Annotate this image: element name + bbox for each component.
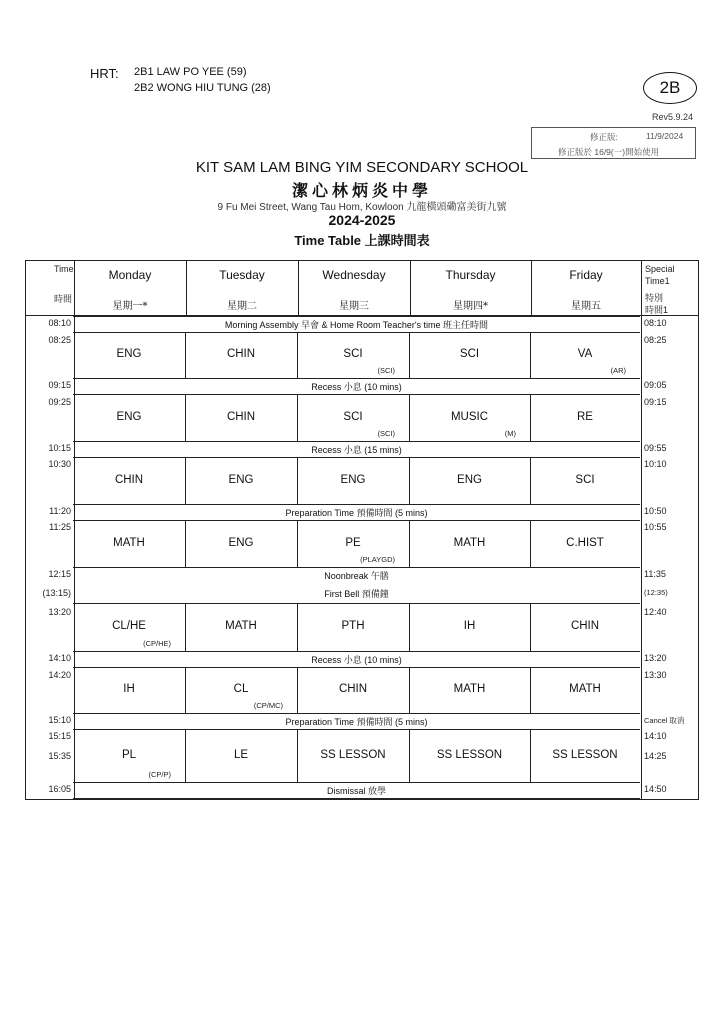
day-friday-zh: 星期五 bbox=[571, 301, 601, 312]
grid-line bbox=[73, 603, 640, 604]
period-cell: SCI bbox=[459, 348, 480, 360]
day-friday: Friday bbox=[569, 268, 603, 282]
time-left: 14:20 bbox=[48, 670, 71, 680]
room-note: (M) bbox=[504, 429, 516, 438]
school-name-en: KIT SAM LAM BING YIM SECONDARY SCHOOL bbox=[195, 159, 529, 176]
time-left: 10:30 bbox=[48, 459, 71, 469]
time-right: 14:50 bbox=[644, 784, 667, 794]
grid-line bbox=[73, 441, 640, 442]
time-left: 09:25 bbox=[48, 397, 71, 407]
hrt-teacher-1: 2B1 LAW PO YEE (59) bbox=[134, 66, 247, 78]
period-cell: CL bbox=[233, 683, 249, 695]
time-right: 10:10 bbox=[644, 459, 667, 469]
special-header-zh-2: 時間1 bbox=[645, 305, 669, 315]
room-note: (CP/MC) bbox=[253, 701, 283, 710]
special-header-zh: 特別 bbox=[645, 293, 664, 303]
period-cell: CL/HE bbox=[112, 620, 146, 632]
grid-line bbox=[73, 713, 640, 714]
time-left: 12:15 bbox=[48, 569, 71, 579]
special-header: Special bbox=[645, 264, 675, 274]
time-right: 08:10 bbox=[644, 318, 667, 328]
time-right: 10:55 bbox=[644, 522, 667, 532]
time-header-zh: 時間 bbox=[54, 294, 73, 304]
period-cell: SCI bbox=[343, 410, 363, 423]
band-firstbell: First Bell 預備鐘 bbox=[324, 589, 389, 599]
time-right: 08:25 bbox=[644, 335, 667, 345]
period-cell: ENG bbox=[228, 473, 254, 486]
time-right: 09:15 bbox=[644, 397, 667, 407]
revision-box-effective: 修正版於 16/9(一)開始使用 bbox=[558, 147, 660, 157]
day-monday: Monday bbox=[108, 268, 152, 282]
time-right: (12:35) bbox=[644, 588, 668, 597]
period-cell: MATH bbox=[453, 536, 486, 549]
room-note: (SCI) bbox=[377, 366, 395, 375]
special-header-2: Time1 bbox=[645, 276, 670, 286]
day-wednesday: Wednesday bbox=[322, 268, 386, 282]
grid-line bbox=[73, 667, 640, 668]
period-cell: ENG bbox=[116, 410, 142, 423]
period-cell: MATH bbox=[569, 683, 601, 695]
room-note: (CP/HE) bbox=[143, 639, 171, 648]
time-right: 14:25 bbox=[644, 751, 667, 761]
period-cell: C.HIST bbox=[566, 536, 604, 549]
room-note: (CP/P) bbox=[148, 770, 171, 779]
grid-line bbox=[73, 332, 640, 333]
grid-line bbox=[641, 261, 642, 799]
band-noon: Noonbreak 午膳 bbox=[324, 571, 389, 581]
time-left: 16:05 bbox=[48, 784, 71, 794]
revision-box-date: 11/9/2024 bbox=[646, 131, 684, 141]
time-left: 10:15 bbox=[48, 443, 71, 453]
period-cell: CHIN bbox=[338, 683, 368, 695]
period-cell: SCI bbox=[575, 473, 595, 486]
school-name-zh: 潔心林炳炎中學 bbox=[291, 181, 432, 200]
time-left: 15:10 bbox=[48, 715, 71, 725]
grid-line bbox=[73, 316, 640, 317]
grid-line bbox=[73, 457, 640, 458]
period-cell: PL bbox=[121, 748, 137, 761]
time-left: 08:25 bbox=[48, 335, 71, 345]
period-cell: PE bbox=[345, 536, 361, 549]
room-note: (AR) bbox=[610, 366, 626, 375]
period-cell: SS LESSON bbox=[320, 748, 386, 761]
period-cell: CHIN bbox=[226, 410, 256, 423]
time-right: 14:10 bbox=[644, 731, 667, 741]
time-left: 15:35 bbox=[48, 751, 71, 761]
band-recess1: Recess 小息 (10 mins) bbox=[311, 382, 402, 392]
grid-line bbox=[73, 651, 640, 652]
band-assembly: Morning Assembly 早會 & Home Room Teacher's time 班主任時間 bbox=[224, 320, 489, 330]
grid-line bbox=[73, 394, 640, 395]
time-right: 12:40 bbox=[644, 607, 667, 617]
time-right: 13:20 bbox=[644, 653, 667, 663]
time-right: 09:05 bbox=[644, 380, 667, 390]
time-header: Time bbox=[54, 264, 74, 274]
band-recess3: Recess 小息 (10 mins) bbox=[311, 655, 402, 665]
time-right: 13:30 bbox=[644, 670, 667, 680]
period-cell: RE bbox=[577, 410, 593, 423]
school-year: 2024-2025 bbox=[328, 212, 396, 228]
hrt-label: HRT: bbox=[90, 66, 119, 81]
revision-label: Rev5.9.24 bbox=[651, 112, 693, 122]
period-cell: ENG bbox=[457, 473, 482, 486]
period-cell: ENG bbox=[228, 536, 254, 549]
period-cell: SS LESSON bbox=[436, 748, 503, 761]
time-left: 11:25 bbox=[49, 522, 71, 532]
band-dismissal: Dismissal 放學 bbox=[326, 786, 386, 796]
band-prep2: Preparation Time 預備時間 (5 mins) bbox=[285, 717, 428, 727]
grid-line bbox=[73, 729, 640, 730]
time-left: 15:15 bbox=[48, 731, 71, 741]
period-cell: MUSIC bbox=[450, 410, 489, 423]
time-right: 11:35 bbox=[644, 569, 666, 579]
school-address: 9 Fu Mei Street, Wang Tau Hom, Kowloon 九龍橫頭磡富美街九號 bbox=[217, 202, 507, 213]
day-wednesday-zh: 星期三 bbox=[339, 301, 369, 312]
grid-line bbox=[73, 567, 640, 568]
time-left: 14:10 bbox=[48, 653, 71, 663]
time-right: Cancel 取消 bbox=[644, 716, 685, 725]
period-cell: CHIN bbox=[226, 348, 256, 360]
period-cell: LE bbox=[233, 748, 249, 761]
grid-line bbox=[73, 798, 640, 799]
revision-box-label: 修正版: bbox=[590, 132, 618, 142]
day-thursday-zh: 星期四* bbox=[453, 301, 488, 312]
time-right: 10:50 bbox=[644, 506, 667, 516]
time-left: 09:15 bbox=[48, 380, 71, 390]
time-left: 08:10 bbox=[48, 318, 71, 328]
period-cell: VA bbox=[577, 348, 593, 360]
time-right: 09:55 bbox=[644, 443, 667, 453]
band-recess2: Recess 小息 (15 mins) bbox=[311, 445, 402, 455]
class-badge: 2B bbox=[643, 72, 697, 104]
grid-line bbox=[73, 520, 640, 521]
period-cell: MATH bbox=[453, 683, 486, 695]
band-prep1: Preparation Time 預備時間 (5 mins) bbox=[285, 508, 428, 518]
time-left: (13:15) bbox=[42, 588, 71, 598]
grid-line bbox=[73, 504, 640, 505]
grid-line bbox=[73, 378, 640, 379]
period-cell: ENG bbox=[340, 473, 366, 486]
day-tuesday: Tuesday bbox=[219, 268, 265, 282]
period-cell: IH bbox=[123, 683, 135, 695]
hrt-teacher-2: 2B2 WONG HIU TUNG (28) bbox=[134, 82, 271, 94]
day-monday-zh: 星期一* bbox=[112, 301, 148, 312]
day-thursday: Thursday bbox=[445, 268, 496, 282]
time-left: 13:20 bbox=[48, 607, 71, 617]
revision-box bbox=[531, 127, 696, 159]
room-note: (PLAYGD) bbox=[360, 555, 395, 564]
period-cell: SS LESSON bbox=[552, 748, 618, 761]
period-cell: CHIN bbox=[570, 620, 600, 632]
period-cell: ENG bbox=[116, 348, 142, 360]
day-tuesday-zh: 星期二 bbox=[227, 301, 257, 312]
period-cell: MATH bbox=[113, 536, 145, 549]
period-cell: MATH bbox=[225, 620, 257, 632]
period-cell: PTH bbox=[341, 620, 365, 632]
timetable-title: Time Table 上課時間表 bbox=[294, 233, 430, 248]
period-cell: CHIN bbox=[114, 473, 144, 486]
period-cell: SCI bbox=[343, 348, 363, 360]
room-note: (SCI) bbox=[377, 429, 395, 438]
grid-line bbox=[73, 782, 640, 783]
period-cell: IH bbox=[463, 620, 476, 632]
time-left: 11:20 bbox=[49, 506, 71, 516]
